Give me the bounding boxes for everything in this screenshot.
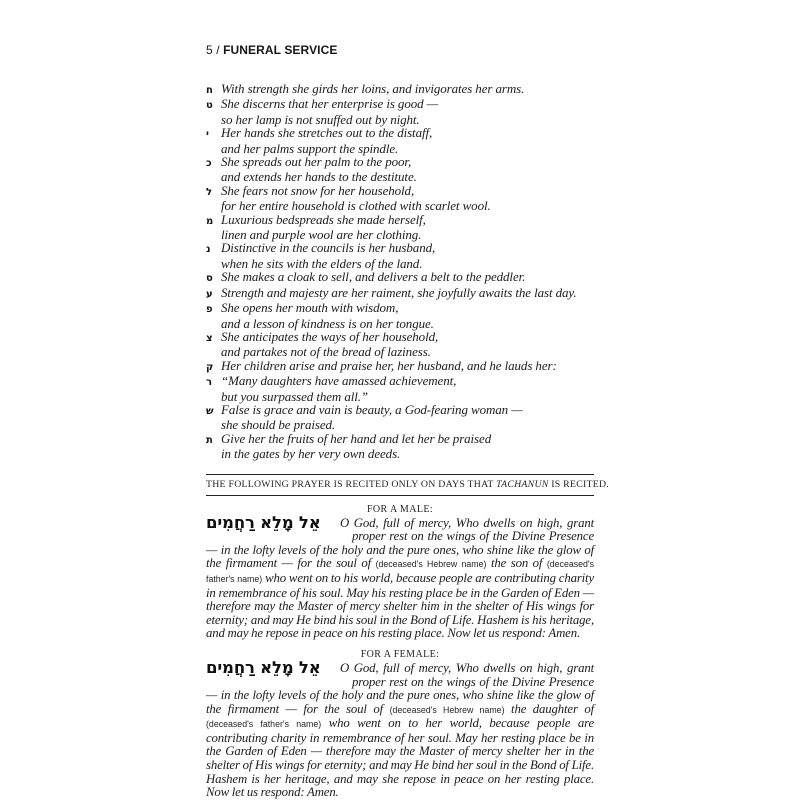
hebrew-letter: ס [206,273,213,285]
verse-line: She spreads out her palm to the poor, [221,154,412,170]
male-prayer-paragraph [206,512,594,641]
verse-line: She discerns that her enterprise is good — [221,96,439,112]
male-prayer-section [206,504,594,641]
verse-line: Give her the fruits of her hand and let her be praised [221,430,492,446]
hebrew-letter: מ [206,215,214,227]
verse-line: She fears not snow for her household, [221,182,415,198]
verse-line: when he sits with the elders of the land. [221,255,423,271]
verse [206,374,594,403]
instruction-block [206,474,609,496]
hebrew-letter: ע [206,288,213,300]
verse-line: and extends her hands to the destitute. [221,169,417,185]
verse-line: She opens her mouth with wisdom, [221,300,399,316]
verse-line: but you surpassed them all.” [221,388,369,404]
verse-line: and her palms support the spindle. [221,140,399,156]
hebrew-letter: כ [206,158,212,170]
male-paren-hebrew-name: (deceased's Hebrew name) [375,559,487,570]
verse-line: Her hands she stretches out to the distaff, [221,125,433,141]
verse [206,213,594,242]
male-section-label: FOR A MALE: [366,503,434,515]
instruction-pre: THE FOLLOWING PRAYER IS RECITED ONLY ON DAYS THAT [206,478,497,490]
verse-line: Strength and majesty are her raiment, she joyfully awaits the last day. [221,284,577,300]
indent-spacer [206,676,352,690]
verse [206,359,594,374]
verse [206,270,594,285]
verse-line: “Many daughters have amassed achievement, [221,373,457,389]
verse [206,330,594,359]
instruction-emphasis: TACHANUN [496,478,549,490]
male-prayer-text-1: O God, full of mercy, Who dwells on high, grant proper rest on the wings of the Divine Presence — in the lofty levels of the holy and the pure ones, who shine like the glow of the firmament — for the soul of [206,515,594,571]
verse [206,82,594,97]
verse-line: linen and purple wool are her clothing. [221,227,422,243]
hebrew-letter: ש [206,405,214,417]
hebrew-letter: ח [206,85,213,96]
female-paren-father-name: (deceased's father's name) [206,719,322,730]
female-prayer-section [206,649,594,800]
hebrew-letter: ל [206,186,212,198]
instruction-post: IS RECITED. [548,478,609,490]
verse [206,403,594,432]
verse-line: and partakes not of the bread of laziness. [221,344,431,360]
verse-line: She anticipates the ways of her household, [221,328,439,344]
hebrew-letter: ת [206,434,213,446]
verse-list [206,82,594,461]
verse-line: in the gates by her very own deeds. [221,446,401,462]
page-header [206,44,594,57]
female-prayer-text-3: who went on to her world, because people are contributing charity in remembrance of her soul. May her resting place be in the Garden of Eden — therefore may the Master of mercy shelter her in the shelter of His wings for eternity; and may He bind her soul in the Bond of Life. Hashem is her heritage, and may she repose in peace on her resting place. Now let us respond: Amen. [206,716,594,800]
hebrew-heading-male: אֵל מָלֵא רַחֲמִים [206,512,321,532]
verse-line: and a lesson of kindness is on her tongue. [221,315,434,331]
hebrew-letter: פ [206,304,213,316]
hebrew-letter: ט [206,100,213,112]
verse-line: She makes a cloak to sell, and delivers a belt to the peddler. [221,269,526,285]
verse-line: so her lamp is not snuffed out by night. [221,111,420,127]
verse-line: With strength she girds her loins, and invigorates her arms. [221,81,525,96]
female-prayer-text-2: the daughter of [504,701,595,716]
male-prayer-text-3: who went on to his world, because people are contributing charity in remembrance of his soul. May his resting place be in the Garden of Eden — therefore may the Master of mercy shelter him in the shelter of His wings for eternity; and may He bind his soul in the Bond of Life. Hashem is his heritage, and may he repose in peace on his resting place. Now let us respond: Amen. [206,570,594,641]
male-prayer-text-2: the son of [486,556,547,571]
book-page [206,43,609,800]
divider-line-bottom [206,495,594,496]
verse [206,155,594,184]
hebrew-letter: צ [206,332,213,344]
verse-line: Her children arise and praise her, her husband, and he lauds her: [221,357,557,373]
verse [206,432,594,461]
page-number: 5 / [206,43,224,57]
female-paren-hebrew-name: (deceased's Hebrew name) [389,704,505,715]
hebrew-letter: ק [206,361,214,373]
hebrew-heading-female: אֵל מָלֵא רַחֲמִים [206,657,321,677]
instruction-text [206,475,609,495]
verse-line: Distinctive in the councils is her husband, [221,240,436,256]
verse-line: she should be praised. [221,417,336,433]
female-prayer-text-1: O God, full of mercy, Who dwells on high, grant proper rest on the wings of the Divine Presence — in the lofty levels of the holy and the pure ones, who shine like the glow of the firmament — for the soul of [206,660,594,716]
verse-line: False is grace and vain is beauty, a God-fearing woman — [221,401,523,417]
hebrew-letter: ר [206,377,212,389]
verse-line: Luxurious bedspreads she made herself, [221,211,426,227]
hebrew-letter: נ [206,244,211,256]
verse [206,301,594,330]
female-section-label: FOR A FEMALE: [360,648,440,660]
verse [206,97,594,126]
female-prayer-paragraph [206,657,595,800]
verse [206,286,594,301]
verse-line: for her entire household is clothed with scarlet wool. [221,198,491,214]
verse [206,241,594,270]
verse [206,126,594,155]
hebrew-letter: י [206,129,209,141]
page-title: FUNERAL SERVICE [223,43,338,57]
male-paren-father-name: (deceased's father's name) [206,559,594,584]
verse [206,184,594,213]
indent-spacer [206,530,352,544]
